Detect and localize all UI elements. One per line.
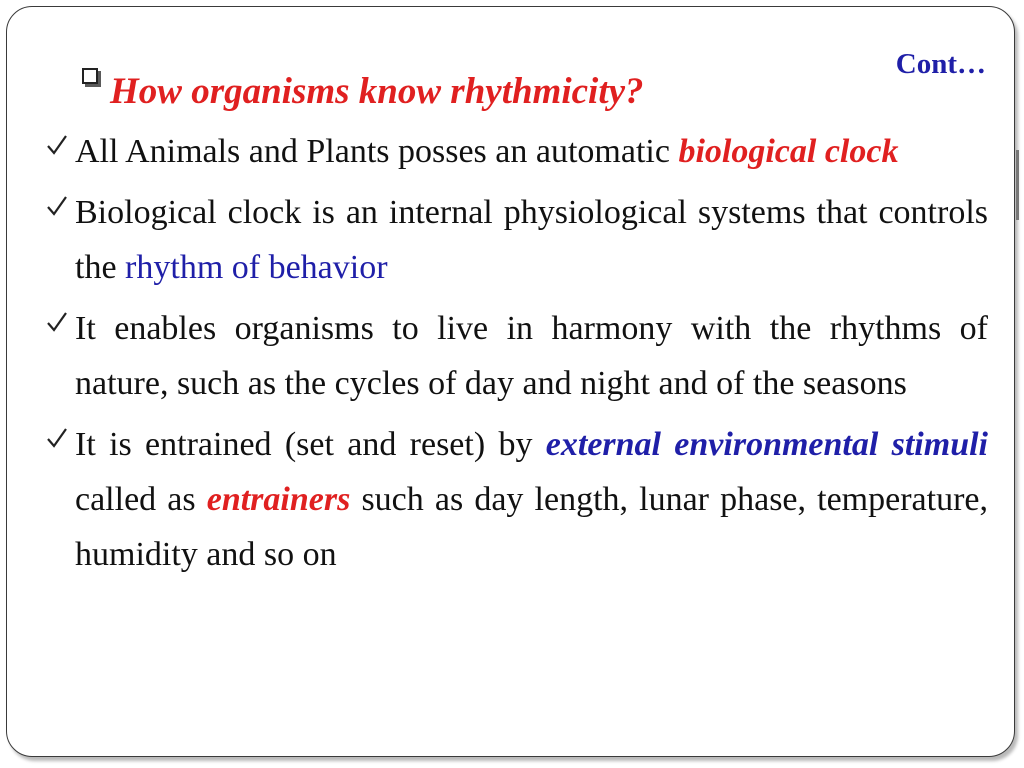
bullet-list — [46, 124, 988, 588]
bullet-part: Biological clock is an internal physiological systems that controls the — [75, 194, 988, 286]
bullet-part: called as — [75, 481, 207, 518]
bullet-part-emphasis: biological clock — [678, 133, 899, 170]
bullet-text — [75, 133, 898, 170]
cont-label: Cont… — [895, 48, 986, 80]
bullet-item — [46, 417, 988, 582]
edge-mark — [1016, 150, 1019, 220]
bullet-item — [46, 185, 988, 295]
bullet-part: All Animals and Plants posses an automatic — [75, 133, 679, 170]
bullet-item — [46, 301, 988, 411]
square-bullet-icon — [80, 66, 104, 90]
bullet-part-emphasis: external environmental stimuli — [545, 426, 988, 463]
bullet-part-emphasis: entrainers — [206, 481, 351, 518]
title-row — [80, 62, 644, 113]
bullet-text — [75, 310, 988, 402]
bullet-item — [46, 124, 988, 179]
bullet-part: such as day length, lunar phase, temperature, humidity and so on — [75, 481, 988, 573]
bullet-text — [75, 426, 988, 573]
checkmark-icon — [46, 417, 68, 443]
bullet-part-highlight: rhythm of behavior — [125, 249, 388, 286]
slide-title: How organisms know rhythmicity? — [110, 71, 644, 112]
checkmark-icon — [46, 185, 68, 211]
checkmark-icon — [46, 124, 68, 150]
bullet-text — [75, 194, 988, 286]
bullet-part: It enables organisms to live in harmony with the rhythms of nature, such as the cycles of day and night and of the seasons — [75, 310, 988, 402]
bullet-part: It is entrained (set and reset) by — [75, 426, 546, 463]
checkmark-icon — [46, 301, 68, 327]
